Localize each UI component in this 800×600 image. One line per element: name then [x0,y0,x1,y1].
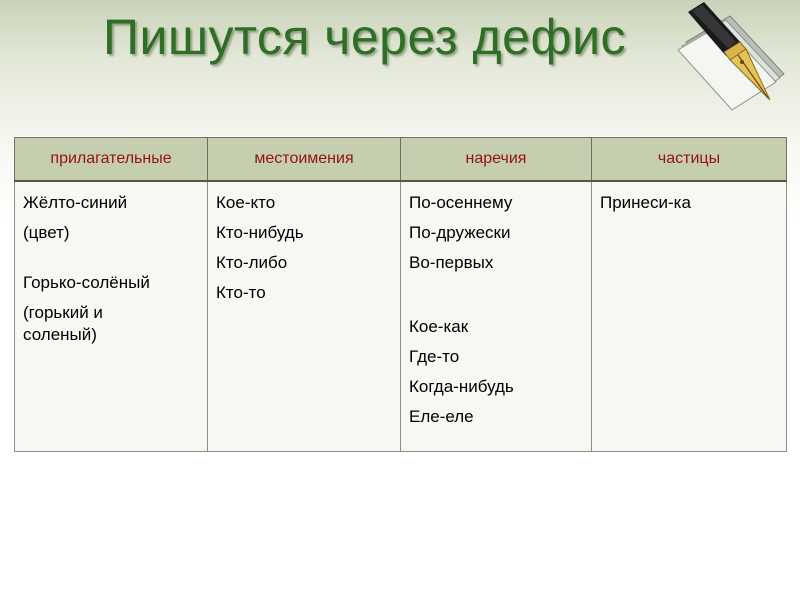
adjectives-cell [15,181,208,452]
adjective-note: (горький и соленый) [23,303,103,344]
pronoun-item: Кто-нибудь [216,223,304,242]
header-adjectives: прилагательные [15,138,208,182]
header-pronouns: местоимения [208,138,401,182]
hyphen-words-table [14,137,787,452]
pronoun-item: Кое-кто [216,193,276,212]
pronoun-item: Кто-либо [216,253,288,272]
adverb-item: Во-первых [409,253,494,272]
particle-item: Принеси-ка [600,193,691,212]
pronouns-cell [208,181,401,452]
adjective-example: Горько-солёный [23,273,150,292]
pronoun-item: Кто-то [216,283,266,302]
adjective-note: (цвет) [23,223,70,242]
slide-title: Пишутся через дефис [103,9,627,65]
adverb-item: Кое-как [409,317,469,336]
header-adverbs: наречия [401,138,592,182]
table-row [15,181,787,452]
adverb-item: По-осеннему [409,193,513,212]
fountain-pen-icon [672,2,792,120]
adverb-item: Где-то [409,347,460,366]
adjective-example: Жёлто-синий [23,193,128,212]
adverb-item: Еле-еле [409,407,474,426]
header-particles: частицы [592,138,787,182]
adverbs-cell [401,181,592,452]
particles-cell [592,181,787,452]
adverb-item: Когда-нибудь [409,377,514,396]
adverb-item: По-дружески [409,223,511,242]
table-header-row [15,138,787,182]
hyphen-words-table-container [14,137,786,452]
